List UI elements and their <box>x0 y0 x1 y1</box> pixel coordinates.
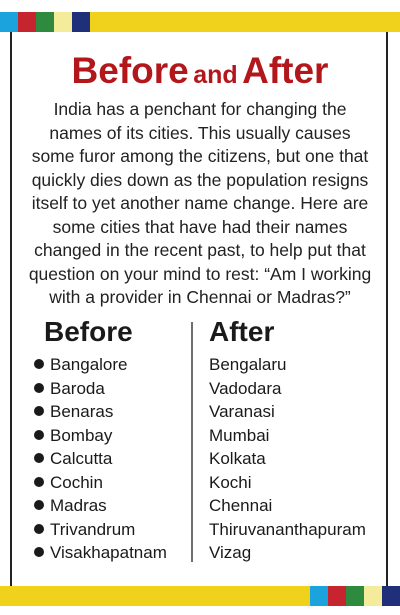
title-and: and <box>193 61 238 89</box>
list-item: Vadodara <box>209 378 282 398</box>
list-item: Mumbai <box>209 425 270 445</box>
bullet-icon <box>34 430 44 440</box>
list-item: Trivandrum <box>34 518 167 542</box>
list-item: Chennai <box>209 496 273 515</box>
list-item: Kolkata <box>209 449 266 468</box>
title-after: After <box>242 50 329 91</box>
list-item: Varanasi <box>209 402 275 421</box>
list-item: Kochi <box>209 472 252 492</box>
bottom-color-stripe <box>0 586 400 606</box>
swatch-cream <box>364 586 382 606</box>
page-title <box>0 50 400 92</box>
swatch-red <box>328 586 346 606</box>
bullet-icon <box>34 500 44 510</box>
title-before: Before <box>71 50 189 91</box>
list-item: Visakhapatnam <box>34 541 167 565</box>
swatch-navy <box>72 12 90 32</box>
bullet-icon <box>34 524 44 534</box>
list-item: Bombay <box>34 424 167 448</box>
list-item: Calcutta <box>34 447 167 471</box>
swatch-blue <box>0 12 18 32</box>
list-item: Thiruvananthapuram <box>209 519 366 539</box>
swatch-red <box>18 12 36 32</box>
list-item: Vizag <box>209 543 252 562</box>
swatch-cream <box>54 12 72 32</box>
before-column-header: Before <box>44 316 133 347</box>
top-color-stripe <box>0 12 400 32</box>
swatch-navy <box>382 586 400 606</box>
bullet-icon <box>34 359 44 369</box>
bullet-icon <box>34 383 44 393</box>
after-column-header: After <box>209 316 275 347</box>
swatch-green <box>36 12 54 32</box>
list-item: Bangalore <box>34 353 167 377</box>
bullet-icon <box>34 547 44 557</box>
list-item: Madras <box>34 494 167 518</box>
swatch-green <box>346 586 364 606</box>
list-item: Baroda <box>34 377 167 401</box>
column-divider <box>191 322 193 562</box>
before-list <box>34 353 167 565</box>
list-item: Cochin <box>34 471 167 495</box>
intro-paragraph: India has a penchant for changing the names of its cities. This usually causes some furor among the citizens, but one that quickly dies down as the population resigns itself to yet another name change. Here are some cities that have had their names changed in the recent past, to help put that question on your mind to rest: “Am I working with a provider in Chennai or Madras?” <box>28 99 372 307</box>
bullet-icon <box>34 477 44 487</box>
bullet-icon <box>34 406 44 416</box>
bullet-icon <box>34 453 44 463</box>
list-item: Benaras <box>34 400 167 424</box>
list-item: Bengalaru <box>209 355 287 374</box>
swatch-blue <box>310 586 328 606</box>
after-list <box>209 353 366 565</box>
